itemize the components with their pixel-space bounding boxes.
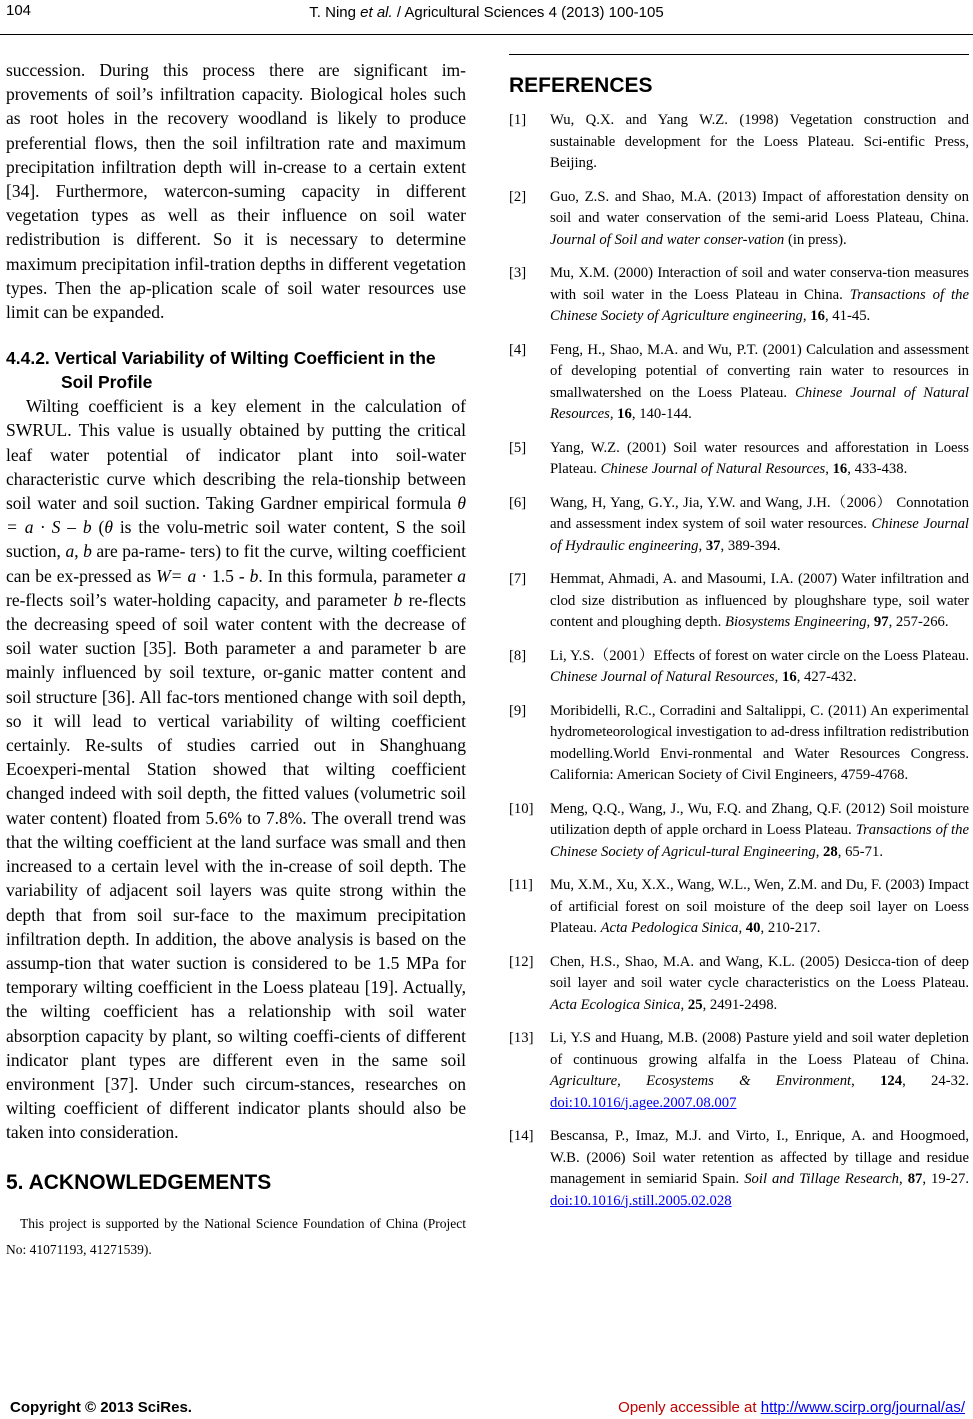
reference-journal: Transactions of the Chinese Society of Agriculture engineering xyxy=(550,286,969,324)
header-rule xyxy=(0,34,973,35)
reference-volume: 37 xyxy=(705,537,721,554)
text-run: . In this formula, parameter xyxy=(258,565,458,586)
reference-journal: Soil and Tillage Research xyxy=(744,1171,899,1187)
references-column xyxy=(509,54,969,1224)
reference-number: [14] xyxy=(509,1128,534,1144)
page-number: 104 xyxy=(6,2,32,19)
reference-text: Wu, Q.X. and Yang W.Z. (1998) Vegetation construction and sustainable development for the Loess Plateau. Sci-entific Press, Beijing. xyxy=(550,112,969,171)
reference-text: Guo, Z.S. and Shao, M.A. (2013) Impact of afforestation density on soil and water conservation of the semi-arid Loess Plateau, China. xyxy=(550,188,969,226)
reference-item xyxy=(509,438,969,481)
open-access-prefix: Openly accessible at xyxy=(618,1399,761,1416)
copyright-text: Copyright © 2013 SciRes. xyxy=(10,1399,192,1416)
reference-volume: 16 xyxy=(810,308,825,324)
running-header xyxy=(0,4,973,21)
reference-journal: Biosystems Engineering xyxy=(725,614,867,630)
reference-text: , xyxy=(815,843,824,860)
reference-text: , 427-432. xyxy=(796,669,857,685)
reference-number: [3] xyxy=(509,265,527,281)
footer xyxy=(0,1399,973,1419)
reference-text: , xyxy=(825,461,833,477)
reference-item xyxy=(509,340,969,426)
header-journal: / Agricultural Sciences 4 (2013) 100-105 xyxy=(396,4,664,21)
reference-number: [6] xyxy=(509,494,527,511)
reference-volume: 16 xyxy=(832,461,848,477)
reference-text: Chen, H.S., Shao, M.A. and Wang, K.L. (2005) Desicca-tion of deep soil layer and soil water cycle characteristics on the Loess Plateau. xyxy=(550,953,969,991)
open-access-notice xyxy=(618,1399,965,1416)
reference-text: Mu, X.M., Xu, X.X., Wang, W.L., Wen, Z.M. and Du, F. (2003) Impact of artificial forest on soil moisture of the deep soil layer on Loess Plateau. xyxy=(550,877,969,936)
reference-volume: 87 xyxy=(907,1171,923,1187)
reference-journal: Journal of Soil and water conser-vation xyxy=(550,231,785,248)
references-heading: REFERENCES xyxy=(509,74,653,97)
reference-text: , 140-144. xyxy=(631,406,692,422)
reference-text: Meng, Q.Q., Wang, J., Wu, F.Q. and Zhang, Q.F. (2012) Soil moisture utilization depth of apple orchard in Loess Plateau. xyxy=(550,800,969,838)
reference-number: [4] xyxy=(509,341,527,358)
reference-text: , xyxy=(738,920,746,936)
reference-journal: Acta Pedologica Sinica xyxy=(600,920,739,936)
reference-item xyxy=(509,799,969,864)
reference-item xyxy=(509,187,969,252)
reference-text: , 24-32. xyxy=(902,1073,969,1089)
reference-item xyxy=(509,646,969,689)
reference-text: Li, Y.S and Huang, M.B. (2008) Pasture yield and soil water depletion of continuous growing alfalfa in the Loess Plateau of China. xyxy=(550,1030,969,1068)
text-run: ( xyxy=(91,517,105,538)
reference-text: , 65-71. xyxy=(837,843,884,860)
reference-item xyxy=(509,875,969,940)
symbol-b: b xyxy=(83,541,92,562)
reference-volume: 28 xyxy=(823,843,838,860)
reference-text: , xyxy=(899,1171,908,1187)
reference-text: Li, Y.S.（2001）Effects of forest on water circle on the Loess Plateau. xyxy=(550,647,969,664)
text-run: re-flects the decreasing speed of soil water content with the decrease of soil water suction [35]. Both parameter a and parameter b are mainly influenced by soil texture, or-ganic matter content and soil structure [36]. All fac-tors mentioned change with soil depth, so it will lead to vertical variability of wilting coefficient certainly. Re-sults of studies carried out in Shanghuang Ecoexperi-mental Station showed that wilting coefficient changed indeed with soil depth, the fitted values (volumetric soil water content) floated from 5.6% to 7.8%. The overall trend was that the wilting coefficient at the land surface was small and then increased to a certain level with the in-crease of soil depth. The variability of adjacent soil layers was quite strong within the depth that from soil sur-face to the maximum precipitation infiltration depth. In addition, the above analysis is based on the assump-tion that water suction is considered to be 1.5 MPa for temporary wilting coefficient in the Loess plateau [19]. Actually, the wilting coefficient has a relationship with soil water absorption capacity by plant, so wilting coeffi-cients of different indicator plant types are different even in the same soil environment [37]. Under such circum-stances, researches on wilting coefficient of different indicator plants should also be taken into consideration. xyxy=(6,589,466,1143)
reference-text: , xyxy=(851,1073,881,1089)
wilting-paragraph xyxy=(6,394,466,1144)
reference-text: , xyxy=(866,614,874,630)
reference-text: , 41-45. xyxy=(824,308,871,324)
symbol-b: b xyxy=(393,589,403,610)
reference-number: [9] xyxy=(509,702,527,719)
reference-volume: 25 xyxy=(687,996,703,1013)
reference-text: Bescansa, P., Imaz, M.J. and Virto, I., Enrique, A. and Hoogmoed, W.B. (2006) Soil water retention as affected by tillage and residue management in semiarid Spain. xyxy=(550,1128,969,1187)
reference-item xyxy=(509,263,969,328)
reference-volume: 97 xyxy=(873,614,889,630)
journal-link[interactable]: http://www.scirp.org/journal/as/ xyxy=(760,1399,965,1416)
header-et-al: et al. xyxy=(360,4,393,21)
reference-number: [11] xyxy=(509,877,533,893)
left-column xyxy=(6,58,466,1263)
reference-journal: Chinese Journal of Hydraulic engineering xyxy=(550,516,970,554)
symbol-a: a xyxy=(65,541,75,562)
reference-text: , xyxy=(802,308,811,324)
reference-volume: 40 xyxy=(745,920,761,936)
reference-volume: 16 xyxy=(617,406,632,422)
reference-number: [8] xyxy=(509,647,527,664)
reference-text: , 257-266. xyxy=(888,614,949,630)
reference-doi-link[interactable]: doi:10.1016/j.agee.2007.08.007 xyxy=(550,1094,737,1111)
reference-item xyxy=(509,1126,969,1212)
text-run: Wilting coefficient is a key element in the calculation of SWRUL. This value is usually obtained by putting the critical leaf water potential of indicator plant into soil-water characteristic curve which describing the rela-tionship between soil water and soil suction. Taking Gardner empirical formula xyxy=(6,396,466,514)
reference-journal: Chinese Journal of Natural Resources xyxy=(550,669,775,685)
symbol-theta: θ xyxy=(104,517,113,538)
acknowledgements-heading: 5. ACKNOWLEDGEMENTS xyxy=(6,1170,272,1194)
acknowledgements-text: This project is supported by the National Science Foundation of China (Project No: 41071193, 41271539). xyxy=(6,1215,466,1257)
intro-paragraph: succession. During this process there are significant im-provements of soil’s infiltration capacity. Biological holes such as root holes in the recovery woodland is likely to produce preferential flows, then the soil infiltration rate and maximum precipitation infiltration depth will in-crease to a certain extent [34]. Furthermore, watercon-suming capacity in different vegetation types as well as their influence on soil water redistribution is different. So it is necessary to determine maximum precipitation infil-tration depths in different vegetation types. Then the ap-plication scale of soil water resources use limit can be expanded. xyxy=(6,60,466,323)
reference-text: Mu, X.M. (2000) Interaction of soil and water conserva-tion measures with soil water in the Loess Plateau in China. xyxy=(550,265,969,303)
formula-w: W= a xyxy=(156,565,197,586)
reference-text: Feng, H., Shao, M.A. and Wu, P.T. (2001) Calculation and assessment of developing potential of converting rain water to resources in smallwatershed on the Loess Plateau. xyxy=(550,341,969,401)
reference-text: , 19-27. xyxy=(922,1171,969,1187)
reference-number: [5] xyxy=(509,439,527,456)
reference-journal: Chinese Journal of Natural Resources xyxy=(600,461,826,477)
reference-volume: 124 xyxy=(880,1073,903,1089)
reference-number: [13] xyxy=(509,1030,534,1046)
reference-text: Hemmat, Ahmadi, A. and Masoumi, I.A. (2007) Water infiltration and clod size distribution as influenced by ploughshare type, soil water content and ploughing depth. xyxy=(550,571,969,630)
reference-journal: Agriculture, Ecosystems & Environment xyxy=(550,1073,852,1089)
reference-item xyxy=(509,701,969,787)
formula-theta: θ = a · S – b xyxy=(6,493,466,538)
section-heading: 4.4.2. Vertical Variability of Wilting Coefficient in the Soil Profile xyxy=(6,348,436,393)
header-author: T. Ning xyxy=(309,4,356,21)
reference-text: , 210-217. xyxy=(760,920,821,936)
reference-text: , 2491-2498. xyxy=(702,996,778,1013)
reference-journal: Transactions of the Chinese Society of Agricul-tural Engineering xyxy=(550,822,969,860)
reference-doi-link[interactable]: doi:10.1016/j.still.2005.02.028 xyxy=(550,1192,732,1209)
reference-number: [7] xyxy=(509,571,527,587)
reference-number: [10] xyxy=(509,800,534,817)
reference-journal: Acta Ecologica Sinica xyxy=(550,996,681,1013)
reference-text: , 433-438. xyxy=(847,461,908,477)
reference-text: (in press). xyxy=(784,231,847,248)
reference-number: [12] xyxy=(509,953,534,970)
reference-journal: Chinese Journal of Natural Resources xyxy=(550,384,969,422)
reference-item xyxy=(509,569,969,634)
reference-item xyxy=(509,493,969,558)
text-run: are pa-rame- ters) to fit the curve, wilting coefficient can be ex-pressed as xyxy=(6,541,467,586)
text-run: , xyxy=(74,541,84,562)
text-run: re-flects soil’s water-holding capacity, and parameter xyxy=(6,589,394,610)
reference-text: , xyxy=(698,537,706,554)
reference-item xyxy=(509,952,969,1017)
reference-volume: 16 xyxy=(782,669,797,685)
text-run: is the volu-metric soil water content, S the soil suction, xyxy=(6,517,467,562)
reference-number: [1] xyxy=(509,112,527,128)
reference-text: , xyxy=(680,996,688,1013)
reference-text: , xyxy=(774,669,782,685)
reference-item xyxy=(509,1028,969,1114)
reference-text: Moribidelli, R.C., Corradini and Saltalippi, C. (2011) An experimental hydrometeorological investigation to ad-dress infiltration redistribution modelling.World Envi-ronmental and Water Resources Congress. California: American Society of Civil Engineers, 4759-4768. xyxy=(550,702,969,783)
reference-text: , xyxy=(609,406,618,422)
reference-text: Yang, W.Z. (2001) Soil water resources and afforestation in Loess Plateau. xyxy=(550,439,969,477)
symbol-a: a xyxy=(457,565,467,586)
reference-text: Wang, H, Yang, G.Y., Jia, Y.W. and Wang, J.H.（2006） Connotation and assessment index system of soil water resources. xyxy=(550,494,969,532)
text-run: · 1.5 - xyxy=(196,565,250,586)
reference-list xyxy=(509,110,969,1212)
reference-number: [2] xyxy=(509,188,527,205)
symbol-b: b xyxy=(249,565,259,586)
reference-text: , 389-394. xyxy=(720,537,781,554)
reference-item xyxy=(509,110,969,175)
